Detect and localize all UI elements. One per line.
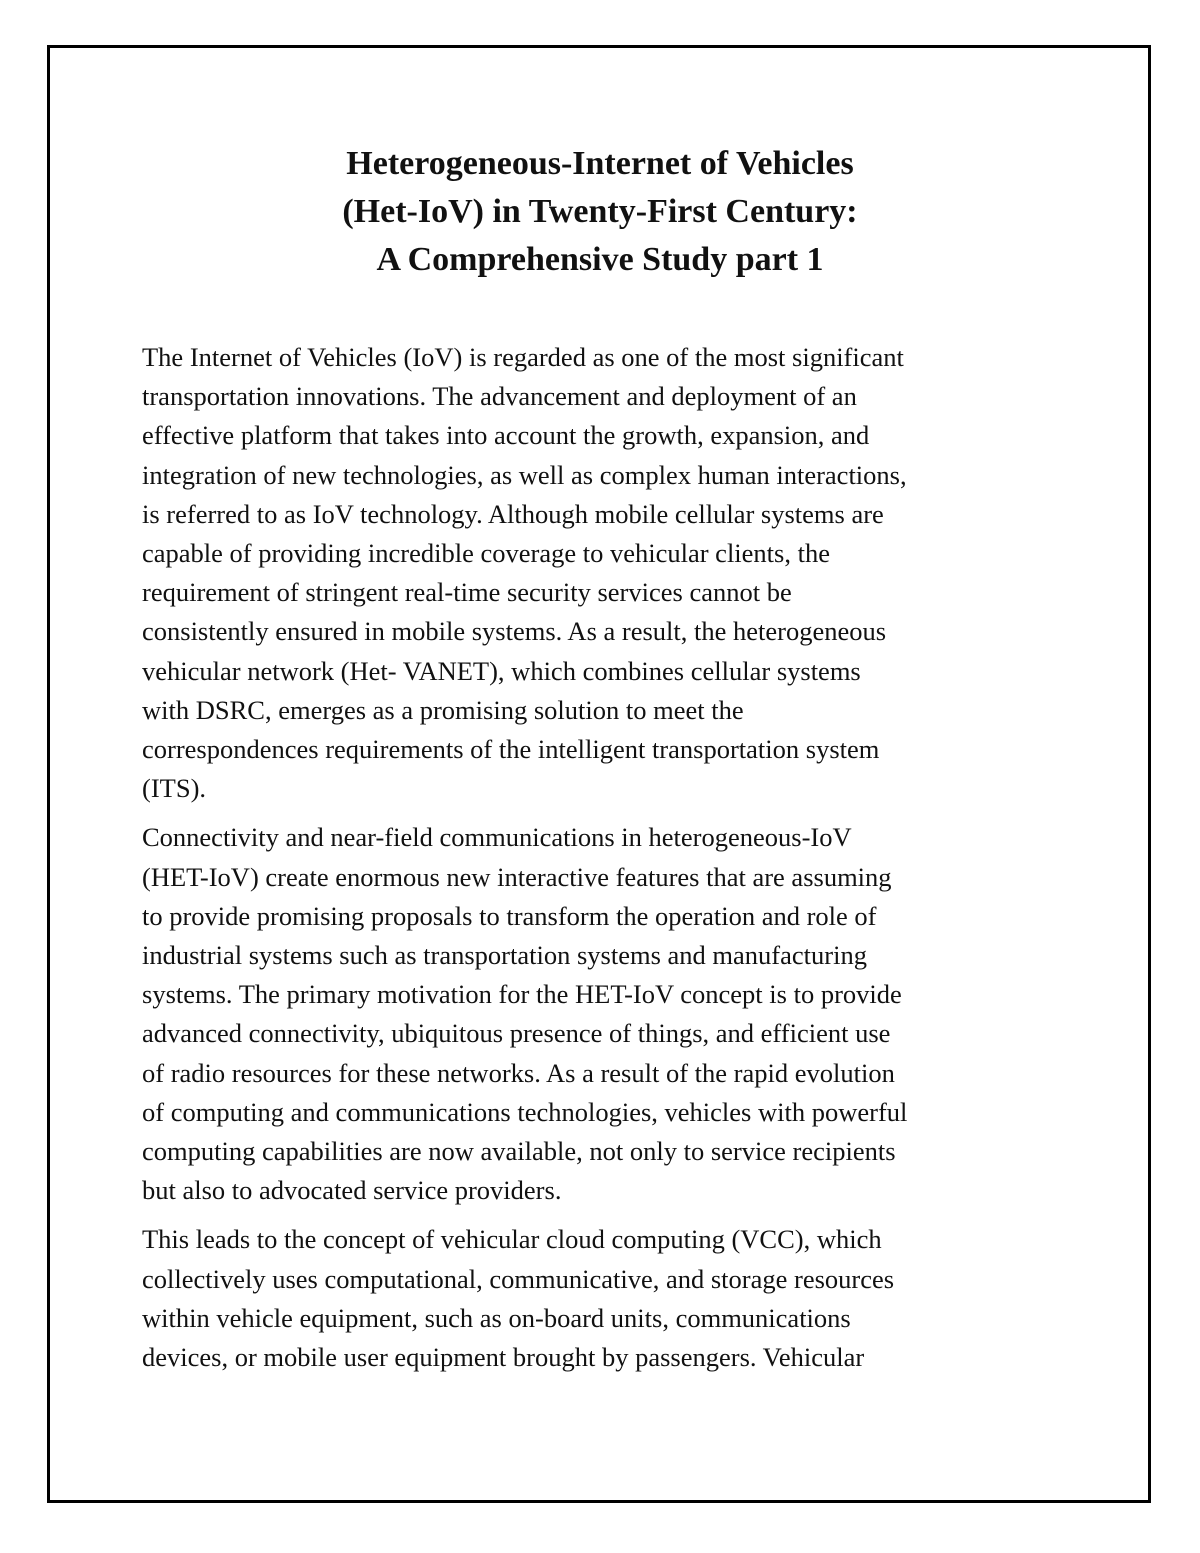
document-body bbox=[142, 338, 1062, 1387]
text-line: industrial systems such as transportation systems and manufacturing bbox=[142, 940, 867, 971]
text-line: to provide promising proposals to transform the operation and role of bbox=[142, 900, 877, 931]
text-line: (HET-IoV) create enormous new interactive features that are assuming bbox=[142, 861, 892, 892]
text-line: within vehicle equipment, such as on-board units, communications bbox=[142, 1302, 851, 1333]
text-line: of radio resources for these networks. As a result of the rapid evolution bbox=[142, 1057, 895, 1088]
text-line: capable of providing incredible coverage to vehicular clients, the bbox=[142, 538, 830, 569]
text-line: systems. The primary motivation for the HET-IoV concept is to provide bbox=[142, 979, 902, 1010]
text-line: effective platform that takes into account the growth, expansion, and bbox=[142, 420, 870, 451]
title-line: A Comprehensive Study part 1 bbox=[376, 241, 824, 278]
paragraph-1 bbox=[142, 338, 1062, 808]
text-line: The Internet of Vehicles (IoV) is regarded as one of the most significant bbox=[142, 342, 904, 372]
title-line: Heterogeneous-Internet of Vehicles bbox=[346, 145, 854, 182]
text-line: of computing and communications technologies, vehicles with powerful bbox=[142, 1096, 908, 1127]
text-line: with DSRC, emerges as a promising solution to meet the bbox=[142, 694, 744, 725]
text-line: devices, or mobile user equipment brought by passengers. Vehicular bbox=[142, 1342, 865, 1373]
text-line: consistently ensured in mobile systems. As a result, the heterogeneous bbox=[142, 616, 887, 647]
text-line: integration of new technologies, as well as complex human interactions, bbox=[142, 459, 907, 490]
text-line: transportation innovations. The advancement and deployment of an bbox=[142, 381, 857, 412]
text-line: Connectivity and near-field communications in heterogeneous-IoV bbox=[142, 822, 852, 853]
text-line: correspondences requirements of the intelligent transportation system bbox=[142, 734, 880, 765]
text-line: vehicular network (Het- VANET), which combines cellular systems bbox=[142, 655, 861, 686]
text-line: advanced connectivity, ubiquitous presence of things, and efficient use bbox=[142, 1018, 891, 1049]
paragraph-2 bbox=[142, 818, 1062, 1210]
text-line: but also to advocated service providers. bbox=[142, 1175, 562, 1206]
text-line: requirement of stringent real-time security services cannot be bbox=[142, 577, 792, 608]
text-line: is referred to as IoV technology. Although mobile cellular systems are bbox=[142, 498, 884, 529]
text-line: computing capabilities are now available, not only to service recipients bbox=[142, 1136, 896, 1167]
text-line: This leads to the concept of vehicular cloud computing (VCC), which bbox=[142, 1224, 882, 1255]
title-line: (Het-IoV) in Twenty-First Century: bbox=[342, 193, 858, 230]
text-line: collectively uses computational, communicative, and storage resources bbox=[142, 1263, 895, 1294]
text-line: (ITS). bbox=[142, 773, 207, 804]
paragraph-3 bbox=[142, 1220, 1062, 1377]
document-title bbox=[0, 140, 1200, 284]
